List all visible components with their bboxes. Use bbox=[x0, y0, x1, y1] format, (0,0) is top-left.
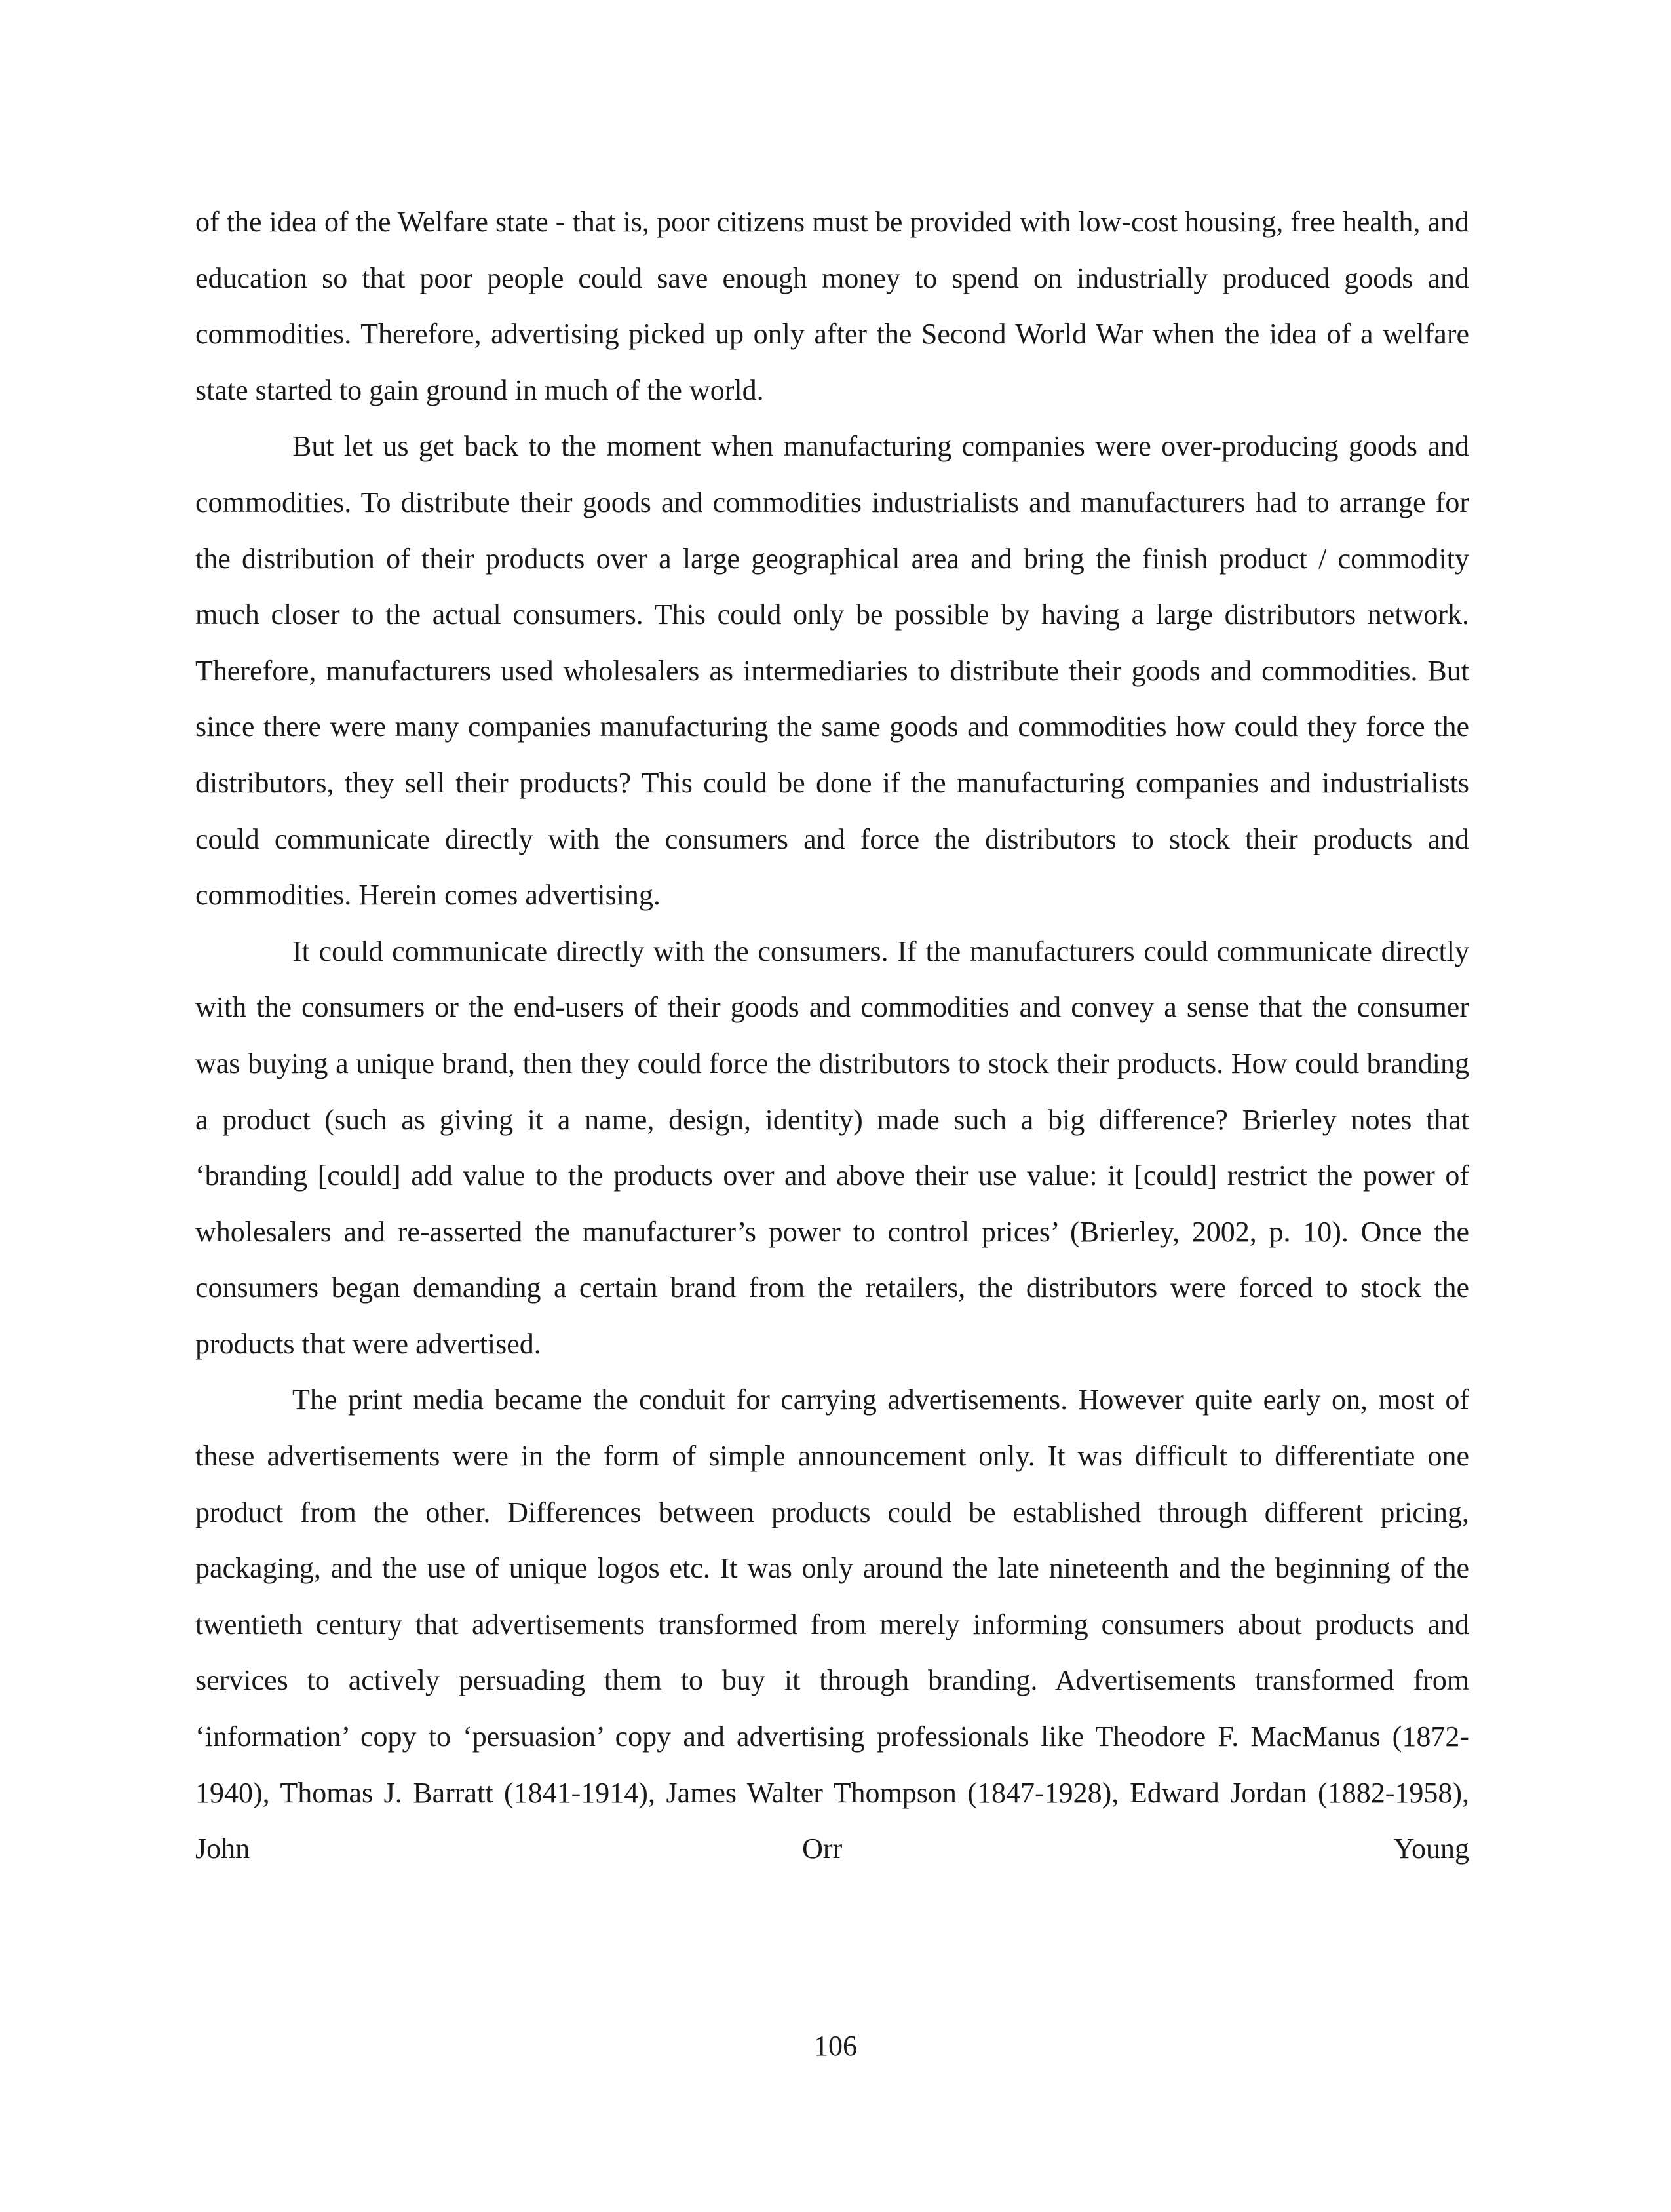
page-number: 106 bbox=[814, 2030, 857, 2062]
paragraph-distribution: But let us get back to the moment when manufacturing companies were over-producing goods and commodities. To distribute their goods and commodities industrialists and manufacturers had to arrange for the distribution of their products over a large geographical area and bring the finish product / commodity much closer to the actual consumers. This could only be possible by having a large distributors network. Therefore, manufacturers used wholesalers as intermediaries to distribute their goods and commodities. But since there were many companies manufacturing the same goods and commodities how could they force the distributors, they sell their products? This could be done if the manufacturing companies and industrialists could communicate directly with the consumers and force the distributors to stock their products and commodities. Herein comes advertising. bbox=[195, 430, 1469, 912]
body-text bbox=[195, 194, 1469, 1877]
paragraph-welfare-state: of the idea of the Welfare state - that is, poor citizens must be provided with low-cost housing, free health, and education so that poor people could save enough money to spend on industrially produced goods and commodities. Therefore, advertising picked up only after the Second World War when the idea of a welfare state started to gain ground in much of the world. bbox=[195, 206, 1469, 406]
paragraph-print-media: The print media became the conduit for carrying advertisements. However quite early on, most of these advertisements were in the form of simple announcement only. It was difficult to differentiate one product from the other. Differences between products could be established through different pricing, packaging, and the use of unique logos etc. It was only around the late nineteenth and the beginning of the twentieth century that advertisements transformed from merely informing consumers about products and services to actively persuading them to buy it through branding. Advertisements transformed from ‘information’ copy to ‘persuasion’ copy and advertising professionals like Theodore F. MacManus (1872-1940), Thomas J. Barratt (1841-1914), James Walter Thompson (1847-1928), Edward Jordan (1882-1958), John Orr Young bbox=[195, 1384, 1469, 1865]
paragraph-branding: It could communicate directly with the consumers. If the manufacturers could communicate directly with the consumers or the end-users of their goods and commodities and convey a sense that the consumer was buying a unique brand, then they could force the distributors to stock their products. How could branding a product (such as giving it a name, design, identity) made such a big difference? Brierley notes that ‘branding [could] add value to the products over and above their use value: it [could] restrict the power of wholesalers and re-asserted the manufacturer’s power to control prices’ (Brierley, 2002, p. 10). Once the consumers began demanding a certain brand from the retailers, the distributors were forced to stock the products that were advertised. bbox=[195, 935, 1469, 1360]
